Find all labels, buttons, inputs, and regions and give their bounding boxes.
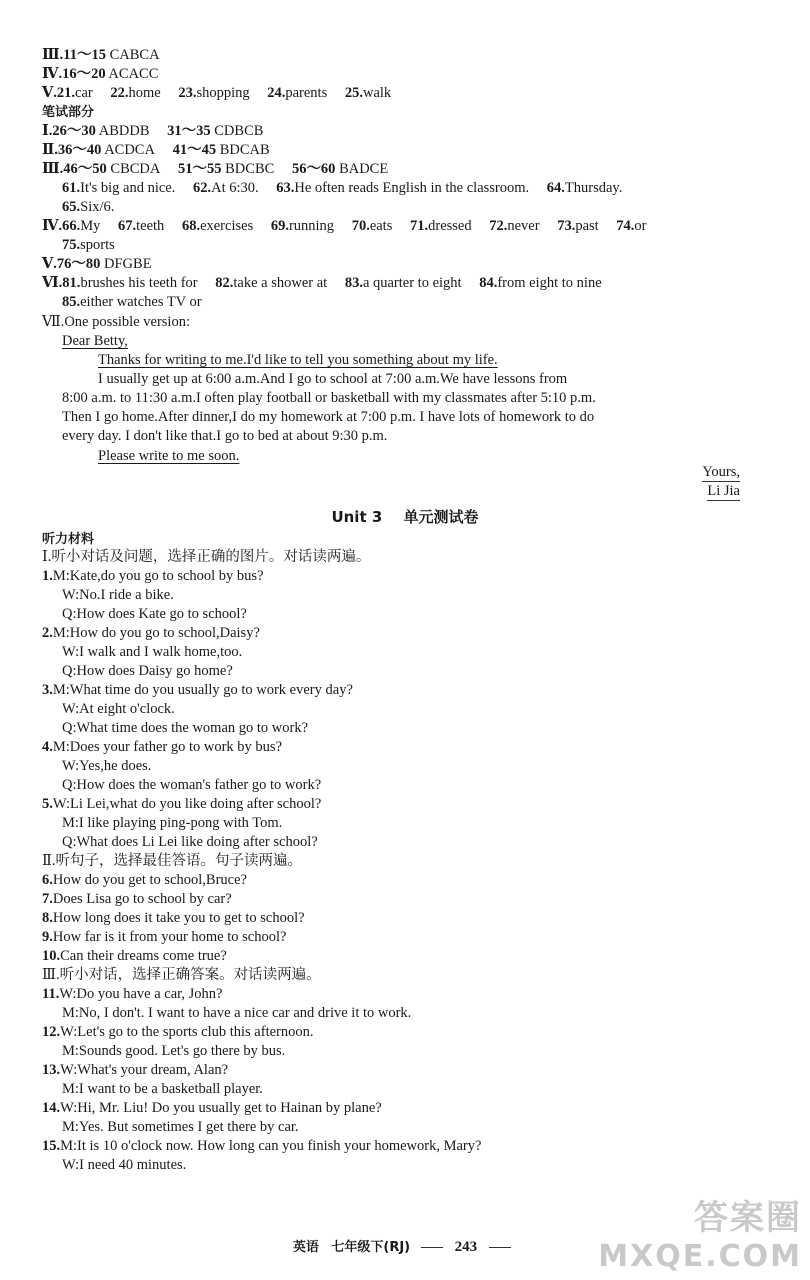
answer-text: Six/6. [80, 199, 115, 215]
dialogue-line [42, 1023, 314, 1042]
dialogue-text: W:Hi, Mr. Liu! Do you usually get to Hainan by plane? [60, 1100, 382, 1116]
answer-number: 69. [270, 218, 289, 234]
answer-text: take a shower at [233, 275, 328, 291]
answer-text: never [507, 218, 540, 234]
dialogue-text: W:What's your dream, Alan? [60, 1062, 229, 1078]
unit-title [0, 506, 810, 527]
dialogue-text: M:Does your father go to work by bus? [52, 739, 283, 755]
answer-text: ABDDB [98, 123, 150, 139]
item-number: 14. [42, 1100, 61, 1116]
answer-row-w5b [62, 236, 115, 255]
dialogue-line [62, 586, 174, 605]
item-number: 8. [42, 910, 53, 926]
answer-text: BDCAB [219, 142, 270, 158]
item-number: 1. [42, 568, 53, 584]
answer-number: 72. [489, 218, 508, 234]
dialogue-text: W:I walk and I walk home,too. [62, 644, 243, 660]
item-number: 9. [42, 929, 53, 945]
answer-row-w7 [42, 274, 616, 293]
answer-text: ACACC [108, 66, 159, 82]
answer-number: 65. [62, 199, 81, 215]
letter-greeting: Dear Betty, [62, 333, 128, 349]
answer-text: CBCDA [110, 161, 161, 177]
unit-number: Unit 3 [331, 508, 383, 526]
answer-number: Ⅰ.26～30 [42, 123, 96, 139]
item-number: 3. [42, 682, 53, 698]
answer-text: eats [369, 218, 393, 234]
answer-number: 41～45 [172, 142, 217, 158]
answer-number: 25. [344, 85, 363, 101]
letter-body-line: every day. I don't like that.I go to bed at about 9:30 p.m. [62, 428, 388, 444]
answer-text: brushes his teeth for [80, 275, 198, 291]
footer-subject: 英语 [292, 1240, 319, 1255]
answer-number: 51～55 [178, 161, 222, 177]
answer-text: past [575, 218, 599, 234]
dialogue-text: M:I want to be a basketball player. [62, 1081, 263, 1097]
dialogue-line [62, 814, 282, 833]
item-number: 2. [42, 625, 53, 641]
dialogue-line [42, 738, 282, 757]
answer-text: a quarter to eight [362, 275, 462, 291]
dialogue-text: How do you get to school,Bruce? [52, 872, 247, 888]
answer-text: shopping [196, 85, 250, 101]
answer-text: Thursday. [564, 180, 623, 196]
dialogue-line [62, 605, 247, 624]
dialogue-line [42, 909, 305, 928]
answer-text: exercises [200, 218, 254, 234]
dialogue-text: Q:What does Li Lei like doing after school? [62, 834, 318, 850]
answer-text: from eight to nine [497, 275, 602, 291]
letter-closing-line: Please write to me soon. [98, 448, 240, 464]
answer-number: 73. [557, 218, 576, 234]
answer-number: 70. [351, 218, 370, 234]
written-section-heading: 笔试部分 [42, 105, 95, 120]
answer-text: He often reads English in the classroom. [294, 180, 530, 196]
answer-text: ACDCA [104, 142, 155, 158]
letter-name: Li Jia [707, 483, 740, 499]
answer-text: CDBCB [214, 123, 264, 139]
dialogue-line [62, 776, 321, 795]
item-number: 12. [42, 1024, 61, 1040]
answer-text: car [75, 85, 93, 101]
answer-text: My [80, 218, 101, 234]
dialogue-text: W:At eight o'clock. [62, 701, 175, 717]
answer-number: Ⅲ.46～50 [42, 161, 107, 177]
dialogue-line [62, 1156, 186, 1175]
dialogue-text: Can their dreams come true? [60, 948, 227, 964]
page-number: 243 [454, 1239, 478, 1255]
dialogue-line [62, 1042, 285, 1061]
dialogue-text: M:What time do you usually go to work every day? [52, 682, 353, 698]
answer-number: 22. [110, 85, 129, 101]
answer-text: At 6:30. [211, 180, 259, 196]
dialogue-text: W:Do you have a car, John? [59, 986, 223, 1002]
dialogue-text: How long does it take you to get to school? [52, 910, 305, 926]
dialogue-line [62, 643, 242, 662]
answer-text: sports [80, 237, 115, 253]
answer-row-w7b [62, 293, 202, 312]
answer-text: parents [285, 85, 328, 101]
answer-text: BDCBC [225, 161, 275, 177]
answer-text: dressed [428, 218, 472, 234]
dialogue-line [62, 719, 308, 738]
item-number: 6. [42, 872, 53, 888]
dialogue-line [42, 681, 353, 700]
letter-yours: Yours, [702, 464, 740, 480]
answer-number: Ⅳ.16～20 [42, 66, 106, 82]
section-instruction: Ⅲ.听小对话，选择正确答案。对话读两遍。 [42, 967, 321, 983]
dialogue-line [62, 1004, 411, 1023]
answer-text: running [288, 218, 335, 234]
answer-number: 74. [616, 218, 635, 234]
item-number: 4. [42, 739, 53, 755]
letter-body-line: Then I go home.After dinner,I do my homework at 7:00 p.m. I have lots of homework to do [62, 409, 595, 425]
dialogue-text: W:Yes,he does. [62, 758, 152, 774]
answer-text: BADCE [339, 161, 389, 177]
answer-number: 68. [181, 218, 201, 234]
answer-number: 75. [62, 237, 81, 253]
answer-text: DFGBE [104, 256, 152, 272]
listening-heading: 听力材料 [42, 532, 95, 547]
letter-body-line: I usually get up at 6:00 a.m.And I go to school at 7:00 a.m.We have lessons from [98, 371, 568, 387]
dialogue-text: W:No.I ride a bike. [62, 587, 174, 603]
writing-label: Ⅶ.One possible version: [42, 314, 190, 330]
item-number: 10. [42, 948, 61, 964]
item-number: 15. [42, 1138, 61, 1154]
answer-text: teeth [136, 218, 165, 234]
dialogue-text: Q:How does Kate go to school? [62, 606, 247, 622]
answer-number: 82. [215, 275, 234, 291]
answer-number: 67. [118, 218, 137, 234]
answer-number: 31～35 [167, 123, 211, 139]
dialogue-text: M:Sounds good. Let's go there by bus. [62, 1043, 286, 1059]
dialogue-text: M:No, I don't. I want to have a nice car and drive it to work. [62, 1005, 412, 1021]
dialogue-text: Q:How does Daisy go home? [62, 663, 233, 679]
answer-text: walk [362, 85, 392, 101]
dialogue-line [42, 567, 264, 586]
answer-number: Ⅲ.11～15 [42, 47, 106, 63]
answer-row-w6 [42, 255, 152, 274]
dialogue-text: How far is it from your home to school? [52, 929, 287, 945]
dialogue-line [42, 928, 286, 947]
answer-row-w3 [42, 160, 402, 179]
dialogue-line [42, 1137, 481, 1156]
item-number: 11. [42, 986, 60, 1002]
answer-number: 83. [344, 275, 363, 291]
watermark-logo [598, 1190, 802, 1274]
footer-grade: 七年级下(RJ) [331, 1240, 411, 1255]
dialogue-text: W:Let's go to the sports club this afternoon. [60, 1024, 314, 1040]
dialogue-line [42, 890, 232, 909]
answer-number: 56～60 [291, 161, 336, 177]
answer-number: 71. [409, 218, 429, 234]
answer-number: 23. [178, 85, 197, 101]
letter-signoff [702, 464, 740, 482]
dialogue-line [42, 795, 321, 814]
dialogue-line [62, 1118, 299, 1137]
dialogue-line [42, 871, 247, 890]
dialogue-line [42, 1099, 382, 1118]
dialogue-text: W:Li Lei,what do you like doing after school? [52, 796, 322, 812]
answer-text: home [128, 85, 161, 101]
dialogue-line [42, 624, 260, 643]
answer-row-iii [42, 46, 160, 65]
answer-number: 64. [546, 180, 565, 196]
unit-subtitle: 单元测试卷 [403, 508, 479, 526]
answer-number: 61. [62, 180, 81, 196]
dialogue-line [42, 947, 227, 966]
dialogue-line [42, 985, 222, 1004]
answer-number: 63. [276, 180, 295, 196]
answer-number: Ⅱ.36～40 [42, 142, 102, 158]
dialogue-text: M:Yes. But sometimes I get there by car. [62, 1119, 299, 1135]
section-instruction: Ⅰ.听小对话及问题，选择正确的图片。对话读两遍。 [42, 549, 371, 565]
watermark-cn: 答案圈 [694, 1198, 802, 1238]
answer-number: 24. [267, 85, 286, 101]
dialogue-text: W:I need 40 minutes. [62, 1157, 187, 1173]
answer-text: either watches TV or [80, 294, 202, 310]
answer-number: 84. [479, 275, 498, 291]
dialogue-line [62, 833, 318, 852]
answer-text: It's big and nice. [80, 180, 176, 196]
dialogue-text: M:I like playing ping-pong with Tom. [62, 815, 283, 831]
dialogue-text: Q:How does the woman's father go to work? [62, 777, 322, 793]
answer-row-v [42, 84, 405, 103]
dialogue-line [42, 1061, 228, 1080]
answer-row-w5 [42, 217, 661, 236]
answer-row-w4b [62, 198, 114, 217]
item-number: 13. [42, 1062, 61, 1078]
answer-number: Ⅴ.21. [42, 85, 76, 101]
dialogue-line [62, 757, 151, 776]
answer-row-iv [42, 65, 158, 84]
answer-number: Ⅵ.81. [42, 275, 81, 291]
answer-number: Ⅴ.76～80 [42, 256, 101, 272]
answer-number: 62. [192, 180, 212, 196]
answer-text: or [634, 218, 647, 234]
item-number: 5. [42, 796, 53, 812]
letter-opening-line: Thanks for writing to me.I'd like to tell you something about my life. [98, 352, 498, 368]
section-instruction: Ⅱ.听句子，选择最佳答语。句子读两遍。 [42, 853, 302, 869]
dialogue-text: M:Kate,do you go to school by bus? [52, 568, 264, 584]
dialogue-line [62, 700, 175, 719]
letter-signature [707, 483, 740, 501]
dialogue-text: Does Lisa go to school by car? [52, 891, 232, 907]
answer-row-w2 [42, 141, 284, 160]
answer-text: CABCA [109, 47, 160, 63]
watermark-en: MXQE.COM [598, 1239, 802, 1274]
item-number: 7. [42, 891, 53, 907]
dialogue-text: M:How do you go to school,Daisy? [52, 625, 260, 641]
letter-body-line: 8:00 a.m. to 11:30 a.m.I often play football or basketball with my classmates after 5:10 p.m. [62, 390, 596, 406]
dialogue-line [62, 662, 233, 681]
dialogue-text: M:It is 10 o'clock now. How long can you finish your homework, Mary? [60, 1138, 482, 1154]
dialogue-text: Q:What time does the woman go to work? [62, 720, 309, 736]
footer-dash-right [489, 1247, 511, 1248]
answer-number: Ⅳ.66. [42, 218, 81, 234]
answer-row-w4 [62, 179, 636, 198]
answer-number: 85. [62, 294, 81, 310]
footer-dash-left [421, 1247, 443, 1248]
dialogue-line [62, 1080, 263, 1099]
answer-row-w1 [42, 122, 277, 141]
